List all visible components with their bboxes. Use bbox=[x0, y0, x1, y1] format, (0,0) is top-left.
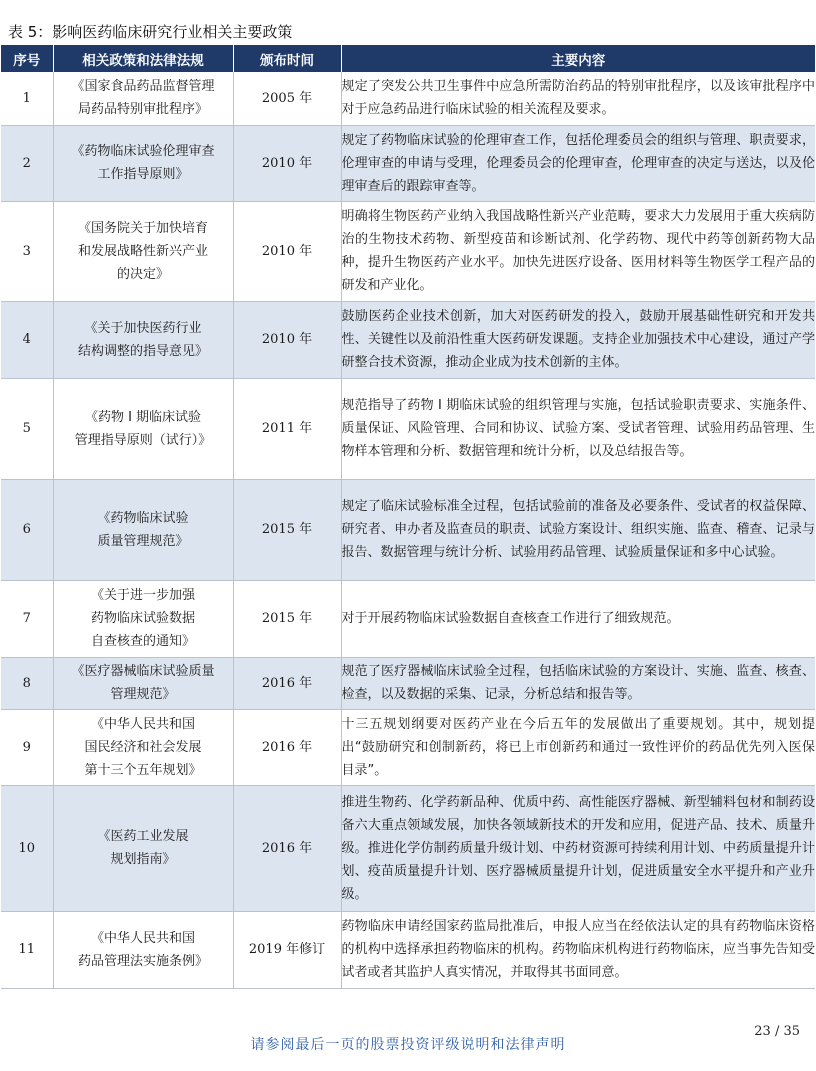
row-content: 鼓励医药企业技术创新，加大对医药研发的投入，鼓励开展基础性研究和开发共性、关键性以及前沿性重大医药研发课题。支持企业加强技术中心建设，通过产学研整合技术资源，推动企业成为技术创新的主体。 bbox=[341, 301, 815, 378]
row-time: 2016 年 bbox=[233, 785, 341, 911]
table-header-row bbox=[1, 45, 815, 72]
row-no: 9 bbox=[1, 709, 53, 785]
row-no: 11 bbox=[1, 911, 53, 988]
header-content: 主要内容 bbox=[341, 45, 815, 72]
table-row bbox=[1, 479, 815, 580]
row-content: 规范了医疗器械临床试验全过程，包括临床试验的方案设计、实施、监查、核查、检查，以及数据的采集、记录，分析总结和报告等。 bbox=[341, 657, 815, 709]
row-no: 6 bbox=[1, 479, 53, 580]
row-content: 规定了药物临床试验的伦理审查工作，包括伦理委员会的组织与管理、职责要求，伦理审查的申请与受理，伦理委员会的伦理审查，伦理审查的决定与送达，以及伦理审查后的跟踪审查等。 bbox=[341, 125, 815, 201]
row-policy-name: 《医药工业发展 规划指南》 bbox=[53, 785, 233, 911]
row-policy-name: 《医疗器械临床试验质量 管理规范》 bbox=[53, 657, 233, 709]
row-policy-name: 《药物 I 期临床试验 管理指导原则（试行）》 bbox=[53, 378, 233, 479]
row-content: 药物临床申请经国家药监局批准后，申报人应当在经依法认定的具有药物临床资格的机构中选择承担药物临床的机构。药物临床机构进行药物临床，应当事先告知受试者或者其监护人真实情况，并取得其书面同意。 bbox=[341, 911, 815, 988]
row-content: 推进生物药、化学药新品种、优质中药、高性能医疗器械、新型辅料包材和制药设备六大重点领域发展，加快各领域新技术的开发和应用，促进产品、技术、质量升级。推进化学仿制药质量升级计划、中药材资源可持续利用计划、中药质量提升计划、疫苗质量提升计划、医疗器械质量提升计划，促进质量安全水平提升和产业升级。 bbox=[341, 785, 815, 911]
row-policy-name: 《药物临床试验 质量管理规范》 bbox=[53, 479, 233, 580]
row-no: 3 bbox=[1, 201, 53, 301]
page-number: 23 / 35 bbox=[754, 1024, 800, 1039]
row-policy-name: 《国务院关于加快培育 和发展战略性新兴产业 的决定》 bbox=[53, 201, 233, 301]
row-time: 2005 年 bbox=[233, 72, 341, 125]
row-no: 5 bbox=[1, 378, 53, 479]
row-no: 1 bbox=[1, 72, 53, 125]
row-time: 2019 年修订 bbox=[233, 911, 341, 988]
row-content: 规定了临床试验标准全过程，包括试验前的准备及必要条件、受试者的权益保障、研究者、申办者及监查员的职责、试验方案设计、组织实施、监查、稽查、记录与报告、数据管理与统计分析、试验用药品管理、试验质量保证和多中心试验。 bbox=[341, 479, 815, 580]
table-row bbox=[1, 911, 815, 988]
row-time: 2011 年 bbox=[233, 378, 341, 479]
footer-disclaimer: 请参阅最后一页的股票投资评级说明和法律声明 bbox=[250, 1037, 566, 1053]
row-time: 2010 年 bbox=[233, 125, 341, 201]
row-time: 2010 年 bbox=[233, 301, 341, 378]
row-policy-name: 《国家食品药品监督管理 局药品特别审批程序》 bbox=[53, 72, 233, 125]
header-time: 颁布时间 bbox=[233, 45, 341, 72]
row-policy-name: 《中华人民共和国 药品管理法实施条例》 bbox=[53, 911, 233, 988]
row-policy-name: 《药物临床试验伦理审查 工作指导原则》 bbox=[53, 125, 233, 201]
table-row bbox=[1, 709, 815, 785]
row-policy-name: 《关于加快医药行业 结构调整的指导意见》 bbox=[53, 301, 233, 378]
table-row bbox=[1, 657, 815, 709]
row-content: 十三五规划纲要对医药产业在今后五年的发展做出了重要规划。其中，规划提出“鼓励研究和创制新药，将已上市创新药和通过一致性评价的药品优先列入医保目录”。 bbox=[341, 709, 815, 785]
table-row bbox=[1, 378, 815, 479]
table-row bbox=[1, 201, 815, 301]
row-time: 2015 年 bbox=[233, 479, 341, 580]
policy-table bbox=[1, 45, 815, 989]
table-row bbox=[1, 785, 815, 911]
row-content: 明确将生物医药产业纳入我国战略性新兴产业范畴，要求大力发展用于重大疾病防治的生物技术药物、新型疫苗和诊断试剂、化学药物、现代中药等创新药物大品种，提升生物医药产业水平。加快先进医疗设备、医用材料等生物医学工程产品的研发和产业化。 bbox=[341, 201, 815, 301]
row-no: 10 bbox=[1, 785, 53, 911]
row-no: 8 bbox=[1, 657, 53, 709]
row-content: 规定了突发公共卫生事件中应急所需防治药品的特别审批程序，以及该审批程序中对于应急药品进行临床试验的相关流程及要求。 bbox=[341, 72, 815, 125]
row-content: 对于开展药物临床试验数据自查核查工作进行了细致规范。 bbox=[341, 580, 815, 657]
header-name: 相关政策和法律法规 bbox=[53, 45, 233, 72]
row-time: 2016 年 bbox=[233, 657, 341, 709]
table-row bbox=[1, 72, 815, 125]
row-policy-name: 《关于进一步加强 药物临床试验数据 自查核查的通知》 bbox=[53, 580, 233, 657]
table-caption: 表 5：影响医药临床研究行业相关主要政策 bbox=[8, 23, 293, 41]
row-no: 4 bbox=[1, 301, 53, 378]
row-no: 2 bbox=[1, 125, 53, 201]
row-no: 7 bbox=[1, 580, 53, 657]
row-content: 规范指导了药物 I 期临床试验的组织管理与实施，包括试验职责要求、实施条件、质量保证、风险管理、合同和协议、试验方案、受试者管理、试验用药品管理、生物样本管理和分析、数据管理和统计分析，以及总结报告等。 bbox=[341, 378, 815, 479]
table-row bbox=[1, 580, 815, 657]
row-time: 2015 年 bbox=[233, 580, 341, 657]
row-time: 2016 年 bbox=[233, 709, 341, 785]
header-no: 序号 bbox=[1, 45, 53, 72]
row-time: 2010 年 bbox=[233, 201, 341, 301]
table-row bbox=[1, 125, 815, 201]
table-row bbox=[1, 301, 815, 378]
row-policy-name: 《中华人民共和国 国民经济和社会发展 第十三个五年规划》 bbox=[53, 709, 233, 785]
